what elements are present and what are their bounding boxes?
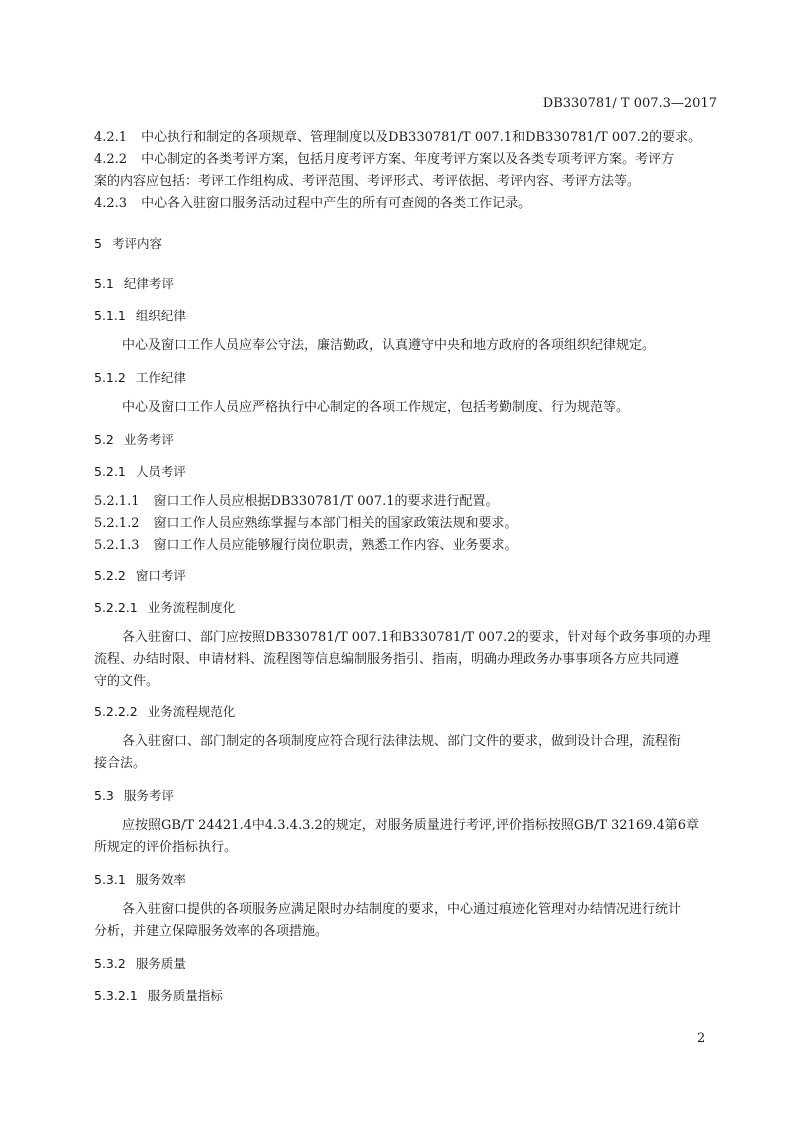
section-5-1-1-heading [94, 308, 186, 324]
clause-5-2-1-2 [94, 516, 518, 532]
clause-text: 案的内容应包括：考评工作组构成、考评范围、考评形式、考评依据、考评内容、考评方法等。 [94, 174, 641, 189]
paragraph-cont [94, 840, 237, 856]
paragraph-text: 守的文件。 [94, 674, 160, 689]
section-5-2-heading [94, 432, 174, 448]
paragraph [122, 734, 681, 750]
section-number: 5.2 [94, 432, 114, 447]
clause-number: 5.2.1.1 [94, 494, 140, 509]
section-number: 5.2.2.2 [94, 704, 138, 719]
section-title: 服务考评 [123, 788, 174, 803]
clause-text: 窗口工作人员应熟练掌握与本部门相关的国家政策法规和要求。 [153, 516, 518, 531]
paragraph-text: 分析，并建立保障服务效率的各项措施。 [94, 924, 329, 939]
section-title: 组织纪律 [135, 308, 186, 323]
paragraph-text: 中心及窗口工作人员应严格执行中心制定的各项工作规定，包括考勤制度、行为规范等。 [122, 400, 630, 415]
paragraph-text: 各入驻窗口提供的各项服务应满足限时办结制度的要求，中心通过痕迹化管理对办结情况进行统计 [122, 902, 682, 917]
section-5-1-heading [94, 276, 174, 292]
clause-5-2-1-3 [94, 538, 518, 554]
section-title: 业务流程规范化 [147, 704, 236, 719]
clause-number: 5.2.1.3 [94, 538, 140, 553]
section-title: 考评内容 [111, 236, 162, 251]
section-title: 纪律考评 [123, 276, 174, 291]
section-title: 人员考评 [135, 464, 186, 479]
section-5-3-2-1-heading [94, 988, 223, 1004]
clause-text: 中心制定的各类考评方案，包括月度考评方案、年度考评方案以及各类专项考评方案。考评方 [141, 152, 675, 167]
section-5-2-2-2-heading [94, 704, 235, 720]
section-title: 业务考评 [123, 432, 174, 447]
section-number: 5.2.2.1 [94, 600, 138, 615]
section-number: 5 [94, 236, 102, 251]
section-5-3-heading [94, 788, 174, 804]
section-number: 5.2.1 [94, 464, 126, 479]
section-number: 5.3.2 [94, 956, 126, 971]
paragraph-text: 中心及窗口工作人员应奉公守法，廉洁勤政，认真遵守中央和地方政府的各项组织纪律规定。 [122, 338, 656, 353]
section-title: 服务质量 [135, 956, 186, 971]
paragraph-text: 接合法。 [94, 756, 147, 771]
paragraph-text: 各入驻窗口、部门制定的各项制度应符合现行法律法规、部门文件的要求，做到设计合理，流程衔 [122, 734, 682, 749]
section-title: 窗口考评 [135, 568, 186, 583]
section-5-2-2-heading [94, 568, 186, 584]
section-5-3-2-heading [94, 956, 186, 972]
clause-number: 4.2.1 [94, 130, 128, 145]
clause-text: 窗口工作人员应能够履行岗位职责，熟悉工作内容、业务要求。 [153, 538, 518, 553]
section-5-3-1-heading [94, 872, 186, 888]
paragraph-text: 流程、办结时限、申请材料、流程图等信息编制服务指引、指南，明确办理政务办事事项各方应共同遵 [94, 652, 680, 667]
section-title: 服务质量指标 [147, 988, 223, 1003]
clause-4-2-1 [94, 130, 701, 146]
section-number: 5.3.2.1 [94, 988, 138, 1003]
section-number: 5.1.1 [94, 308, 126, 323]
section-title: 服务效率 [135, 872, 186, 887]
clause-text: 中心执行和制定的各项规章、管理制度以及DB330781/T 007.1和DB330781/T 007.2的要求。 [141, 130, 702, 145]
section-5-2-2-1-heading [94, 600, 235, 616]
paragraph [122, 902, 681, 918]
clause-number: 4.2.3 [94, 196, 128, 211]
paragraph-text: 所规定的评价指标执行。 [94, 840, 238, 855]
section-number: 5.2.2 [94, 568, 126, 583]
section-title: 业务流程制度化 [147, 600, 236, 615]
paragraph-text: 各入驻窗口、部门应按照DB330781/T 007.1和B330781/T 007.2的要求，针对每个政务事项的办理 [122, 630, 711, 645]
paragraph [122, 630, 711, 646]
section-title: 工作纪律 [135, 370, 186, 385]
paragraph-cont [94, 924, 328, 940]
section-5-1-2-heading [94, 370, 186, 386]
clause-number: 5.2.1.2 [94, 516, 140, 531]
section-number: 5.1 [94, 276, 114, 291]
paragraph [122, 818, 699, 834]
paragraph-cont [94, 674, 159, 690]
section-number: 5.3 [94, 788, 114, 803]
clause-4-2-2 [94, 152, 674, 168]
clause-text: 中心各入驻窗口服务活动过程中产生的所有可查阅的各类工作记录。 [141, 196, 532, 211]
paragraph-text: 应按照GB/T 24421.4中4.3.4.3.2的规定，对服务质量进行考评,评价指标按照GB/T 32169.4第6章 [122, 818, 700, 833]
clause-4-2-2-cont [94, 174, 640, 190]
paragraph [122, 338, 655, 354]
clause-text: 窗口工作人员应根据DB330781/T 007.1的要求进行配置。 [153, 494, 499, 509]
paragraph [122, 400, 629, 416]
section-5-heading [94, 236, 162, 252]
document-code-header: DB330781/ T 007.3—2017 [542, 96, 717, 111]
section-number: 5.3.1 [94, 872, 126, 887]
section-5-2-1-heading [94, 464, 186, 480]
clause-number: 4.2.2 [94, 152, 128, 167]
page-number: 2 [697, 1031, 706, 1046]
clause-4-2-3 [94, 196, 531, 212]
paragraph-cont [94, 652, 679, 668]
paragraph-cont [94, 756, 146, 772]
clause-5-2-1-1 [94, 494, 499, 510]
section-number: 5.1.2 [94, 370, 126, 385]
